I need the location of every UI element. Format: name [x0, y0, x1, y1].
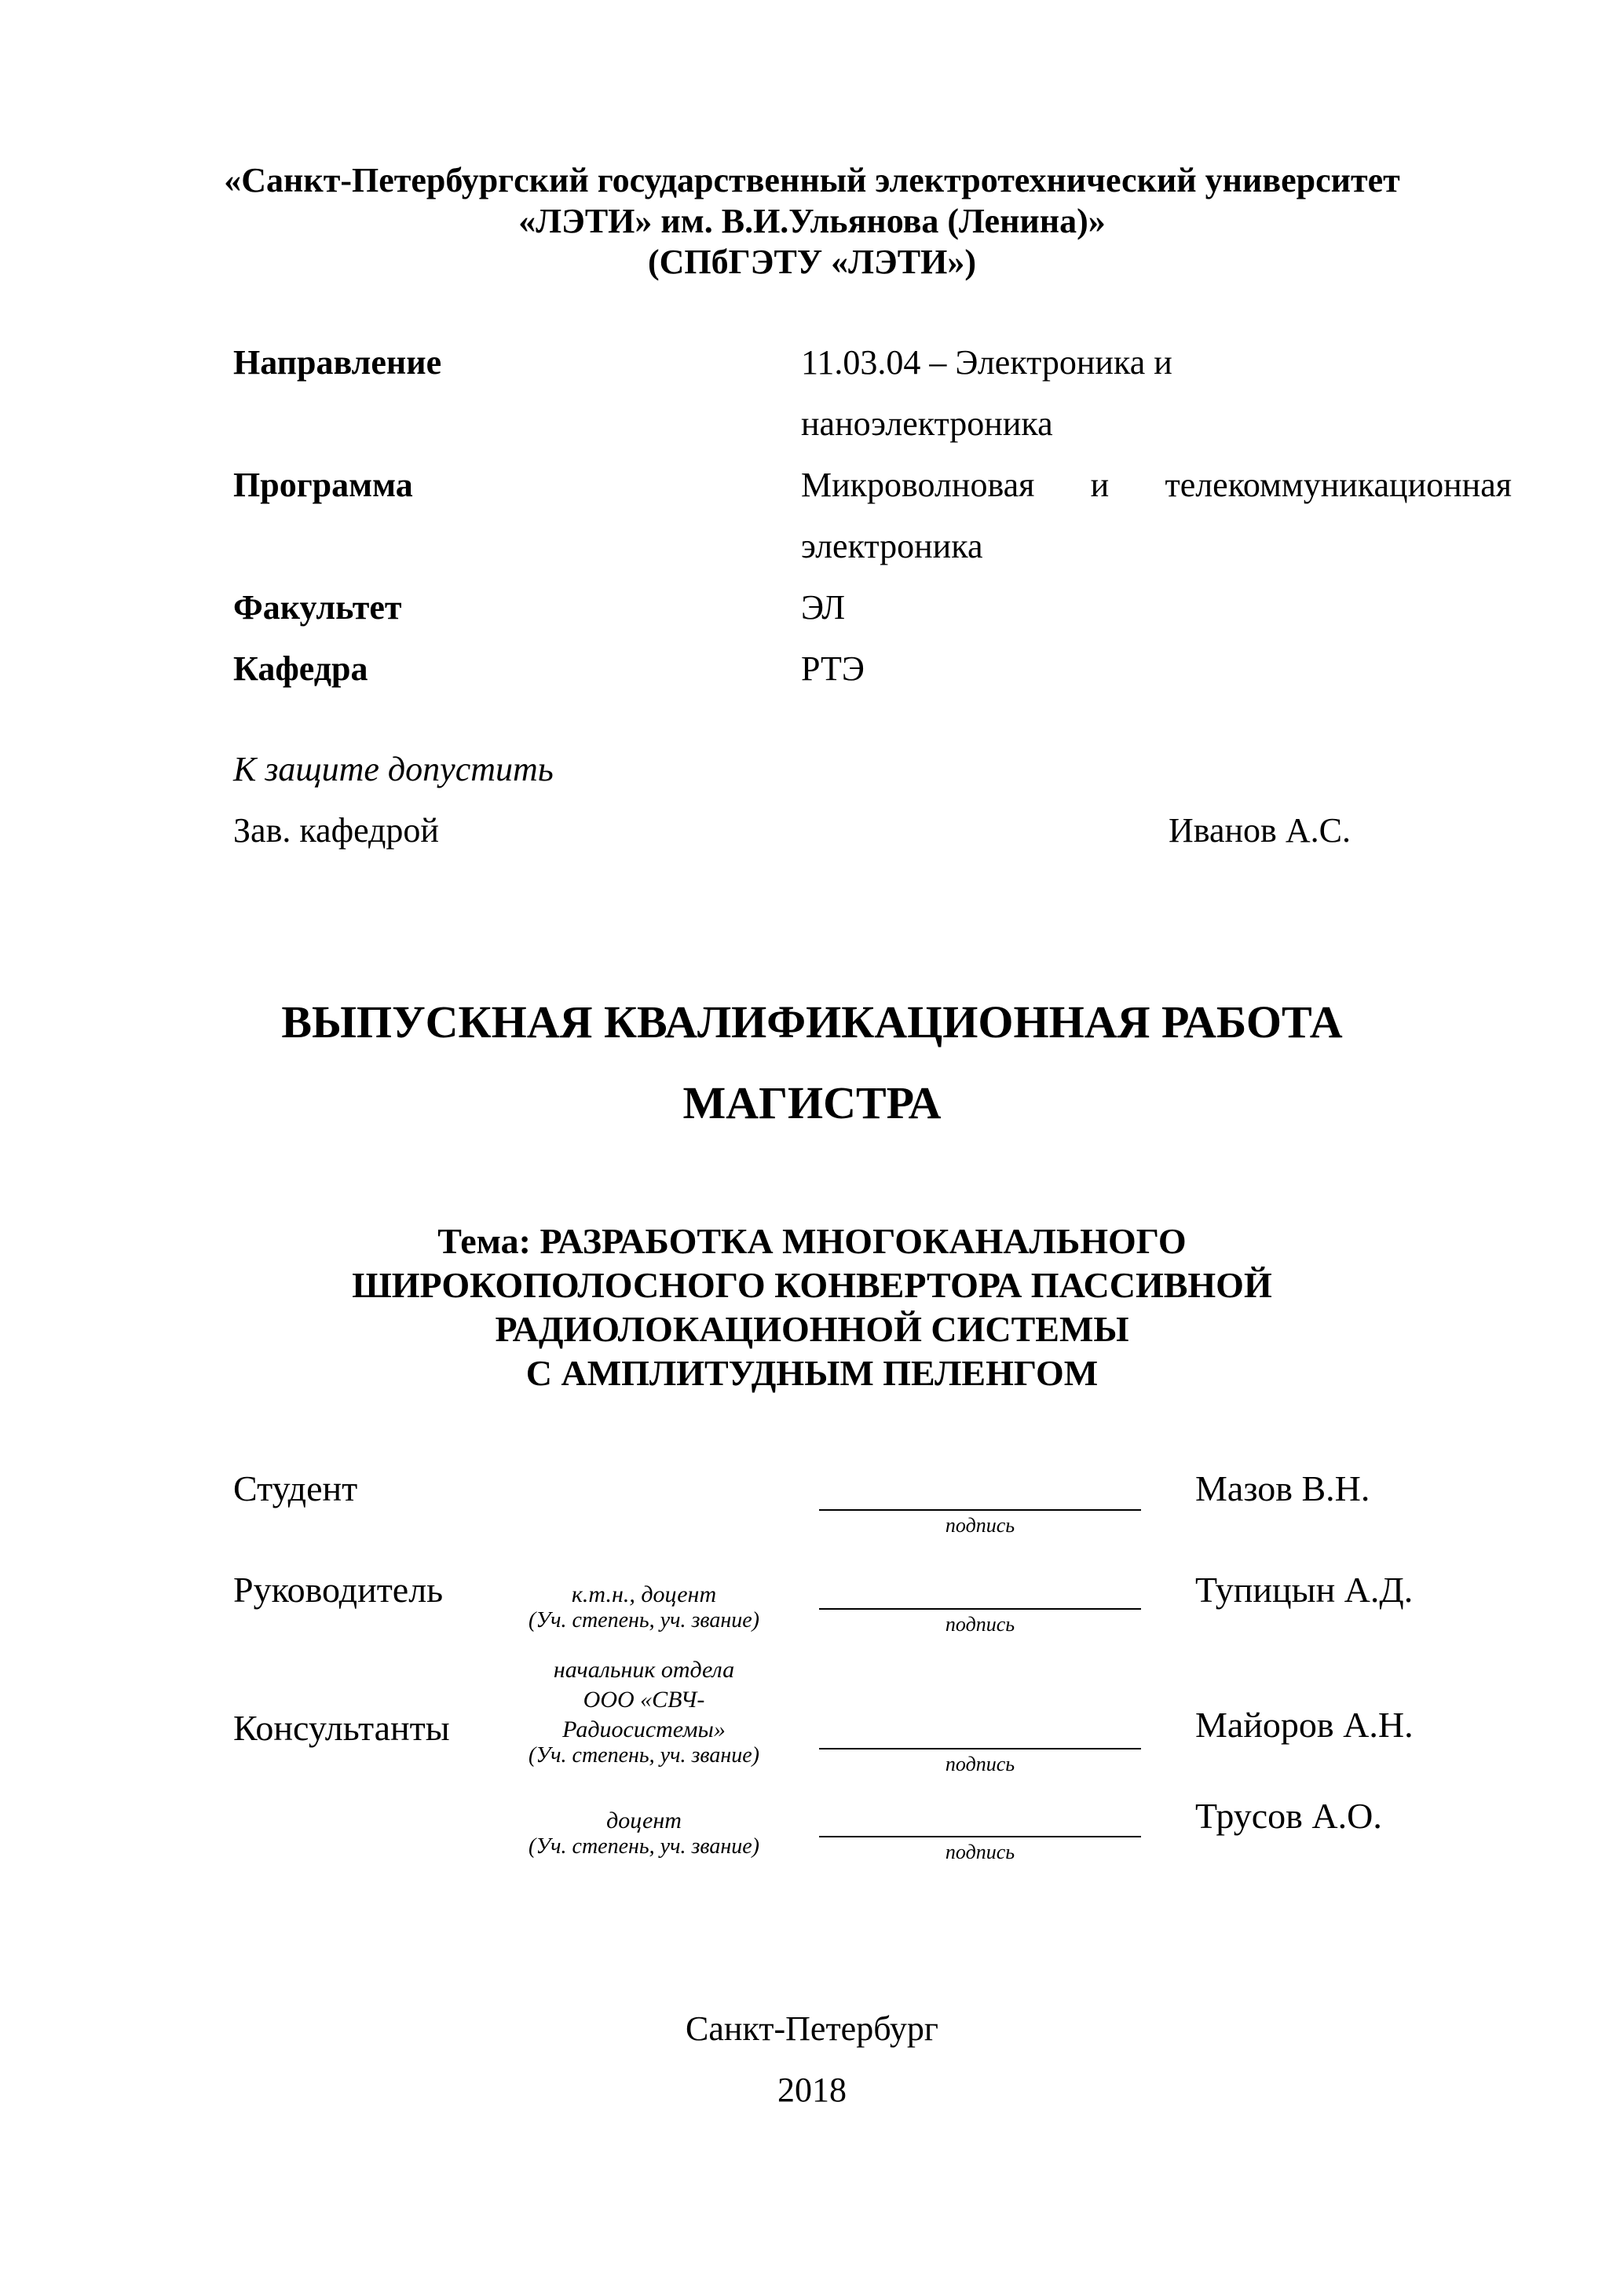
topic-line1: Тема: РАЗРАБОТКА МНОГОКАНАЛЬНОГО — [437, 1221, 1187, 1261]
consultant1-position-2: ООО «СВЧ- — [583, 1687, 705, 1713]
faculty-label: Факультет — [233, 588, 402, 627]
supervisor-degree: к.т.н., доцент — [571, 1581, 717, 1607]
department-label: Кафедра — [233, 649, 368, 688]
consultant2-name: Трусов А.О. — [1195, 1796, 1382, 1836]
admission-label: К защите допустить — [233, 750, 554, 788]
document-title-line2: МАГИСТРА — [682, 1077, 942, 1128]
program-word-3: телекоммуникационная — [1165, 466, 1512, 504]
student-label: Студент — [233, 1468, 358, 1508]
program-value-1 — [801, 468, 1512, 503]
supervisor-signature-line — [819, 1608, 1141, 1610]
university-abbr: (СПбГЭТУ «ЛЭТИ») — [648, 243, 976, 281]
student-signature-caption: подпись — [945, 1514, 1015, 1537]
student-signature-line — [819, 1509, 1141, 1511]
consultant1-position-1: начальник отдела — [553, 1657, 735, 1683]
consultant1-name: Майоров А.Н. — [1195, 1705, 1414, 1745]
university-name-line2: «ЛЭТИ» им. В.И.Ульянова (Ленина)» — [518, 202, 1106, 240]
topic-line3: РАДИОЛОКАЦИОННОЙ СИСТЕМЫ — [495, 1309, 1129, 1349]
consultants-label: Консультанты — [233, 1708, 450, 1748]
head-of-department-label: Зав. кафедрой — [233, 811, 439, 850]
topic-line4: С АМПЛИТУДНЫМ ПЕЛЕНГОМ — [525, 1353, 1099, 1393]
program-label: Программа — [233, 466, 413, 504]
consultant2-signature-caption: подпись — [945, 1841, 1015, 1863]
document-title-line1: ВЫПУСКНАЯ КВАЛИФИКАЦИОННАЯ РАБОТА — [281, 996, 1343, 1047]
faculty-value: ЭЛ — [801, 588, 846, 627]
department-value: РТЭ — [801, 649, 865, 688]
supervisor-name: Тупицын А.Д. — [1195, 1570, 1414, 1610]
consultant1-signature-caption: подпись — [945, 1753, 1015, 1775]
program-word-1: Микроволновая — [801, 466, 1035, 504]
consultant2-degree-caption: (Уч. степень, уч. звание) — [529, 1834, 759, 1859]
direction-label: Направление — [233, 343, 442, 382]
program-word-2: и — [1090, 466, 1110, 504]
direction-value-2: наноэлектроника — [801, 404, 1053, 443]
supervisor-degree-caption: (Уч. степень, уч. звание) — [529, 1608, 759, 1632]
supervisor-label: Руководитель — [233, 1570, 444, 1610]
consultant2-signature-line — [819, 1836, 1141, 1837]
consultant1-signature-line — [819, 1748, 1141, 1749]
year: 2018 — [777, 2071, 847, 2109]
head-of-department-name: Иванов А.С. — [1169, 811, 1351, 850]
supervisor-signature-caption: подпись — [945, 1613, 1015, 1636]
topic-line2: ШИРОКОПОЛОСНОГО КОНВЕРТОРА ПАССИВНОЙ — [352, 1265, 1272, 1305]
consultant1-position-3: Радиосистемы» — [562, 1717, 726, 1742]
consultant2-position: доцент — [606, 1808, 682, 1834]
direction-value-1: 11.03.04 – Электроника и — [801, 343, 1172, 382]
program-value-2: электроника — [801, 527, 983, 565]
university-name-line1: «Санкт-Петербургский государственный электротехнический университет — [224, 161, 1400, 199]
city: Санкт-Петербург — [686, 2009, 938, 2048]
student-name: Мазов В.Н. — [1195, 1468, 1370, 1508]
consultant1-degree-caption: (Уч. степень, уч. звание) — [529, 1743, 759, 1768]
